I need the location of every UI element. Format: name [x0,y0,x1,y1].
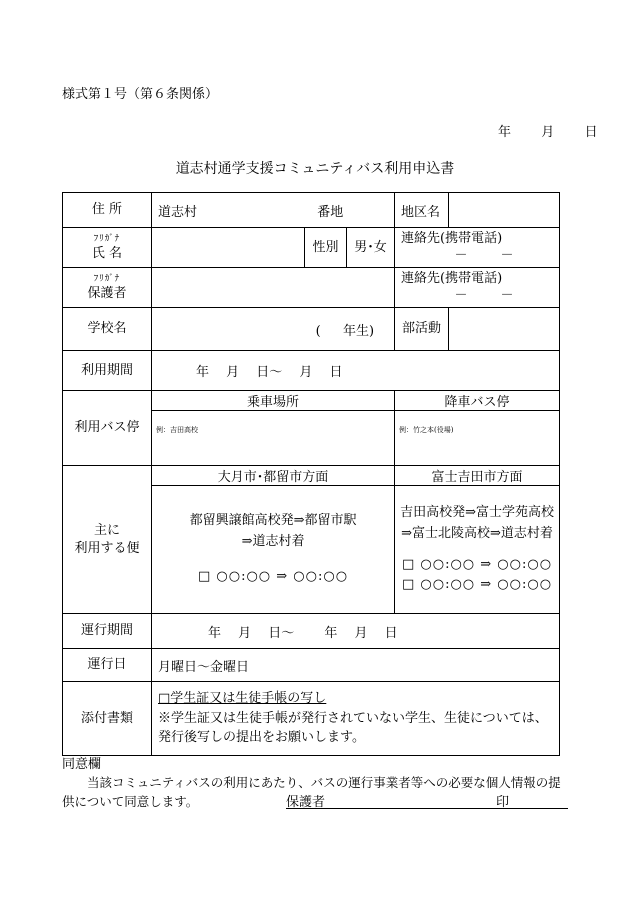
attachment-label: 添付書類 [63,682,152,756]
operation-day-value: 月曜日～金曜日 [152,649,560,682]
route-a-line1: 都留興譲館高校発⇒都留市駅 [189,513,357,529]
school-row [63,308,560,351]
route-a-line2: ⇒道志村着 [241,534,305,550]
school-field[interactable] [152,308,395,351]
district-field[interactable] [449,193,560,228]
grade-text: 年生) [342,323,375,339]
name-label: 氏 名 [91,245,123,261]
seal-label: 印 [496,795,510,810]
operation-period-row [63,614,560,649]
guardian-signature-label: 保護者 [286,795,326,810]
guardian-signature-line[interactable] [286,791,568,809]
route-a-header: 大月市･都留市方面 [152,466,395,486]
operation-period-label: 運行期間 [63,614,152,649]
club-label: 部活動 [395,308,449,351]
date-year: 年 [498,125,512,140]
name-row [63,228,560,268]
school-label: 学校名 [63,308,152,351]
contact-label: 連絡先(携帯電話) [401,230,503,246]
grade-open: ( [315,323,321,339]
boarding-header: 乗車場所 [152,391,395,411]
operation-day-label: 運行日 [63,649,152,682]
guardian-row [63,268,560,308]
guardian-contact-label: 連絡先(携帯電話) [401,270,503,286]
boarding-field[interactable]: 例：吉田高校 [152,411,395,466]
address-value: 道志村 [158,204,198,220]
route-a-cell [152,486,395,614]
route-b-line1: 吉田高校発⇒富士学苑高校 [400,504,554,520]
alighting-field[interactable]: 例：竹之本(役場) [395,411,560,466]
consent-text: 当該コミュニティバスの利用にあたり、バスの運行事業者等への必要な個人情報の提供について同意します。 [62,775,561,810]
date-line [498,121,598,140]
furigana-label: ﾌﾘｶﾞﾅ [93,233,121,244]
main-route-label-1: 主に [93,522,120,538]
route-b-time1-checkbox[interactable]: □ ○○:○○ ⇒ ○○:○○ [401,556,553,572]
gender-label: 性別 [305,228,347,268]
date-day: 日 [584,125,598,140]
district-label: 地区名 [395,193,449,228]
guardian-field[interactable] [152,268,395,308]
address-field[interactable] [152,193,395,228]
attachment-checkbox[interactable]: □学生証又は生徒手帳の写し [158,691,327,707]
club-field[interactable] [449,308,560,351]
furigana-label: ﾌﾘｶﾞﾅ [93,273,121,284]
use-period-label: 利用期間 [63,351,152,391]
address-banchi: 番地 [317,204,344,220]
application-table [62,192,560,756]
name-field[interactable] [152,228,305,268]
operation-day-row [63,649,560,682]
guardian-phone-field[interactable]: － － [454,287,514,303]
form-number: 様式第１号（第６条関係） [62,87,219,102]
use-period-value[interactable]: 年 月 日～ 月 日 [152,351,560,391]
form-title: 道志村通学支援コミュニティバス利用申込書 [175,161,455,177]
attachment-row [63,682,560,756]
route-b-line2: ⇒富士北陵高校⇒道志村着 [401,525,553,541]
main-route-label-2: 利用する便 [74,540,140,556]
use-period-row [63,351,560,391]
consent-heading: 同意欄 [62,757,102,772]
operation-period-value: 年 月 日～ 年 月 日 [152,614,560,649]
address-label: 住 所 [63,193,152,228]
alighting-header: 降車バス停 [395,391,560,411]
guardian-label: 保護者 [87,285,127,301]
date-month: 月 [541,125,555,140]
route-a-time-checkbox[interactable]: □ ○○:○○ ⇒ ○○:○○ [197,568,349,584]
bus-stop-label: 利用バス停 [63,391,152,466]
address-row [63,193,560,228]
route-b-header: 富士吉田市方面 [395,466,560,486]
route-b-cell [395,486,560,614]
route-b-time2-checkbox[interactable]: □ ○○:○○ ⇒ ○○:○○ [401,577,553,593]
attachment-note: ※学生証又は生徒手帳が発行されていない学生、生徒については、発行後写しの提出をお願いします。 [158,710,548,746]
gender-value[interactable]: 男･女 [347,228,395,268]
contact-phone-field[interactable]: － － [454,247,514,263]
